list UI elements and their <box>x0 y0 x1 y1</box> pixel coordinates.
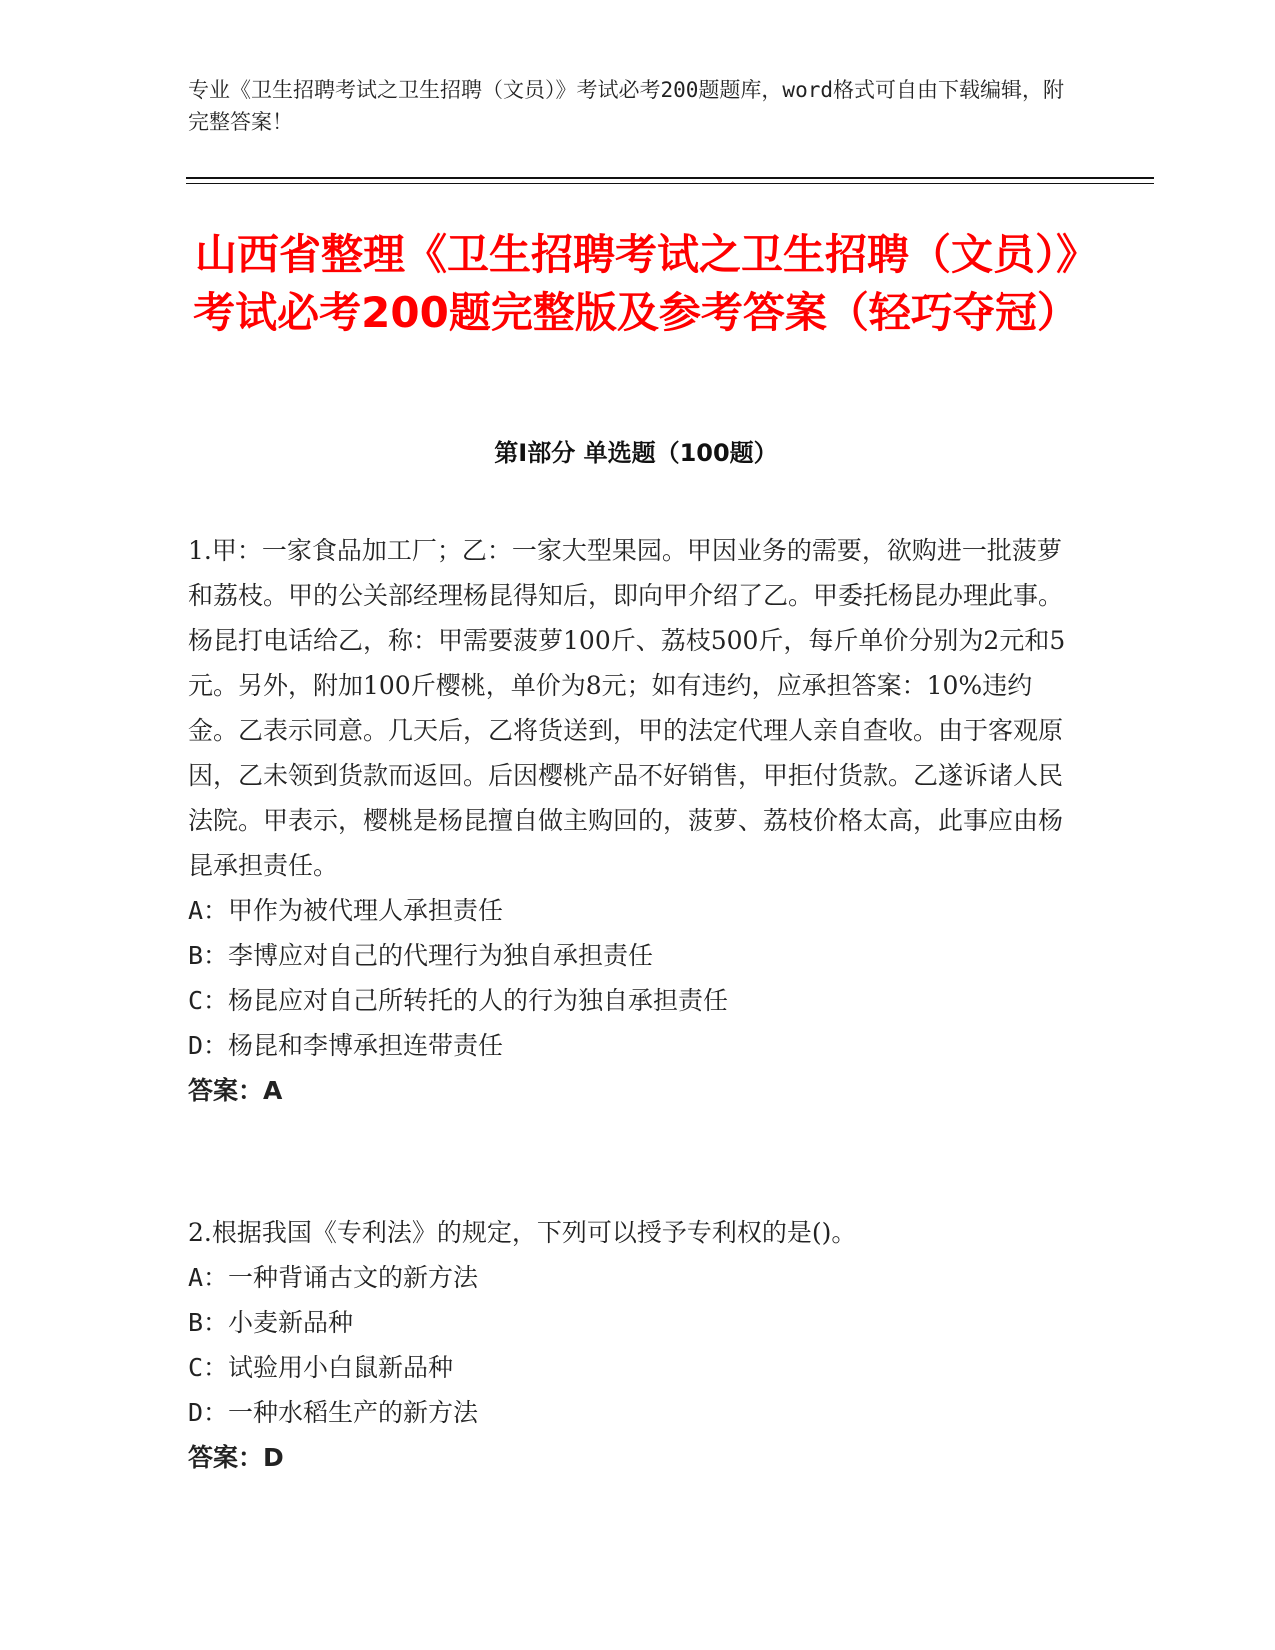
question-stem: 1.甲：一家食品加工厂；乙：一家大型果园。甲因业务的需要，欲购进一批菠萝和荔枝。甲的公关部经理杨昆得知后，即向甲介绍了乙。甲委托杨昆办理此事。杨昆打电话给乙，称：甲需要菠萝100斤、荔枝500斤，每斤单价分别为2元和5元。另外，附加100斤樱桃，单价为8元；如有违约，应承担答案：10%违约金。乙表示同意。几天后，乙将货送到，甲的法定代理人亲自查收。由于客观原因，乙未领到货款而返回。后因樱桃产品不好销售，甲拒付货款。乙遂诉诸人民法院。甲表示，樱桃是杨昆擅自做主购回的，菠萝、荔枝价格太高，此事应由杨昆承担责任。 <box>188 536 1066 880</box>
section-heading: 第Ⅰ部分 单选题（100题） <box>494 439 778 467</box>
option-b: B：小麦新品种 <box>188 1308 354 1337</box>
option-a: A：甲作为被代理人承担责任 <box>188 896 504 925</box>
option-a: A：一种背诵古文的新方法 <box>188 1263 479 1292</box>
option-d: D：杨昆和李博承担连带责任 <box>188 1031 504 1060</box>
option-c: C：试验用小白鼠新品种 <box>188 1353 454 1382</box>
header-note: 专业《卫生招聘考试之卫生招聘（文员）》考试必考200题题库，word格式可自由下载编辑，附完整答案！ <box>188 78 1064 134</box>
option-b: B：李博应对自己的代理行为独自承担责任 <box>188 941 654 970</box>
question-block <box>188 1210 1068 1481</box>
document-title: 山西省整理《卫生招聘考试之卫生招聘（文员）》考试必考200题完整版及参考答案（轻巧夺冠） <box>193 230 1079 337</box>
header-divider-thin <box>186 183 1154 184</box>
header-divider-thick <box>186 177 1154 179</box>
option-d: D：一种水稻生产的新方法 <box>188 1398 479 1427</box>
question-stem: 2.根据我国《专利法》的规定，下列可以授予专利权的是()。 <box>188 1218 857 1247</box>
answer-line: 答案：D <box>188 1443 284 1472</box>
option-c: C：杨昆应对自己所转托的人的行为独自承担责任 <box>188 986 729 1015</box>
question-block <box>188 528 1068 1114</box>
answer-line: 答案：A <box>188 1076 283 1105</box>
